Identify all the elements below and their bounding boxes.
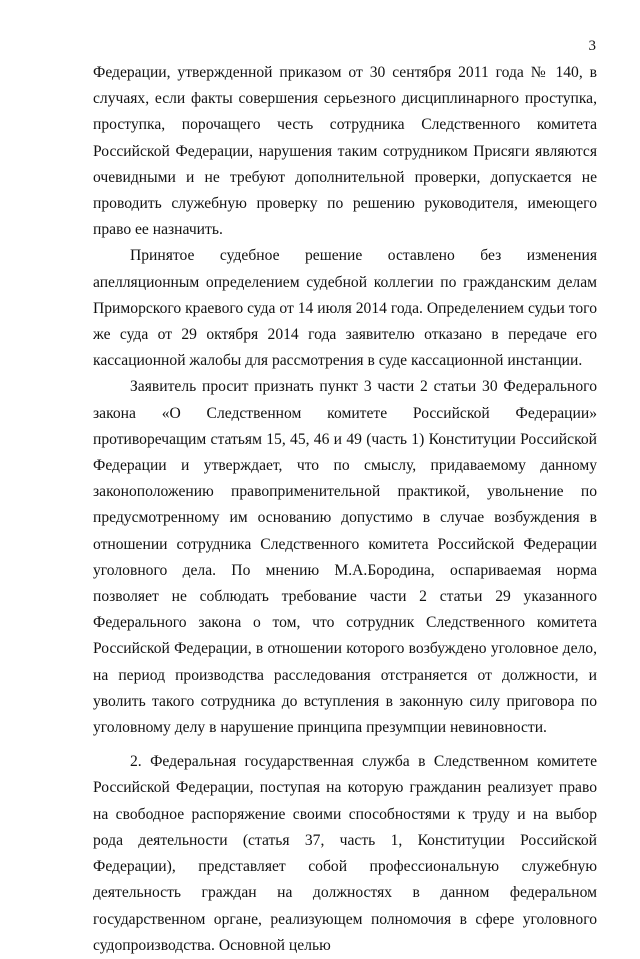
document-body bbox=[93, 60, 597, 959]
paragraph-continuation: Федерации, утвержденной приказом от 30 сентября 2011 года № 140, в случаях, если факты совершения серьезного дисциплинарного проступка, проступка, порочащего честь сотрудника Следственного комитета Российской Федерации, нарушения таким сотрудником Присяги являются очевидными и не требуют дополнительной проверки, допускается не проводить служебную проверку по решению руководителя, имеющего право ее назначить. bbox=[93, 64, 597, 239]
paragraph-appeal-ruling: Принятое судебное решение оставлено без изменения апелляционным определением судебной коллегии по гражданским делам Приморского краевого суда от 14 июля 2014 года. Определением судьи того же суда от 29 октября 2014 года заявителю отказано в передаче его кассационной жалобы для рассмотрения в суде кассационной инстанции. bbox=[93, 247, 597, 370]
paragraph-section-2: 2. Федеральная государственная служба в Следственном комитете Российской Федерации, поступая на которую гражданин реализует право на свободное распоряжение своими способностями к труду и на выбор рода деятельности (статья 37, часть 1, Конституции Российской Федерации), представляет собой профессиональную служебную деятельность граждан на должностях в данном федеральном государственном органе, реализующем полномочия в сфере уголовного судопроизводства. Основной целью bbox=[93, 753, 597, 954]
paragraph-applicant-claim: Заявитель просит признать пункт 3 части 2 статьи 30 Федерального закона «О Следственном комитете Российской Федерации» противоречащим статьям 15, 45, 46 и 49 (часть 1) Конституции Российской Федерации и утверждает, что по смыслу, придаваемому данному законоположению правоприменительной практикой, увольнение по предусмотренному им основанию допустимо в случае возбуждения в отношении сотрудника Следственного комитета Российской Федерации уголовного дела. По мнению М.А.Бородина, оспариваемая норма позволяет не соблюдать требование части 2 статьи 29 указанного Федерального закона о том, что сотрудник Следственного комитета Российской Федерации, в отношении которого возбуждено уголовное дело, на период производства расследования отстраняется от должности, и уволить такого сотрудника до вступления в законную силу приговора по уголовному делу в нарушение принципа презумпции невиновности. bbox=[93, 378, 597, 737]
page-number: 3 bbox=[588, 38, 596, 54]
